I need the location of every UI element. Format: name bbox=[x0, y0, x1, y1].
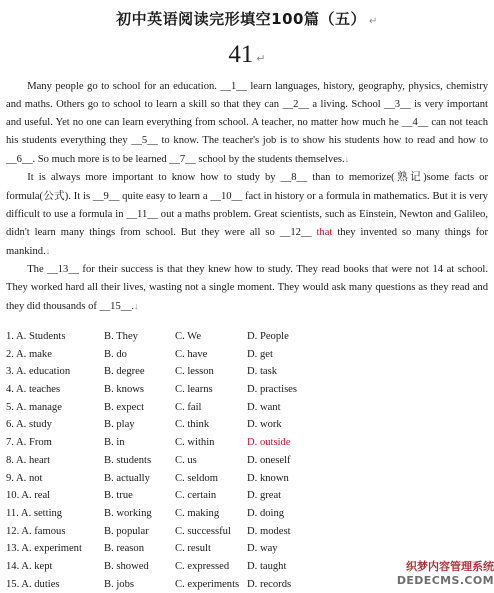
blank-14: 14 bbox=[432, 263, 444, 275]
blank-5: __5__ bbox=[131, 135, 158, 147]
option-b: B. reason bbox=[104, 543, 145, 555]
option-d: D. doing bbox=[247, 507, 285, 519]
option-row bbox=[6, 346, 488, 364]
option-d: D. modest bbox=[247, 525, 291, 537]
option-c: C. have bbox=[175, 348, 208, 360]
option-row bbox=[6, 452, 488, 470]
option-c: C. certain bbox=[175, 490, 217, 502]
option-d: D. great bbox=[247, 490, 282, 502]
option-row bbox=[6, 381, 488, 399]
option-b: B. They bbox=[104, 331, 138, 342]
option-stem-a: 15. A. duties bbox=[6, 578, 60, 590]
option-row bbox=[6, 416, 488, 434]
option-d: D. practises bbox=[247, 384, 298, 396]
option-stem-a: 9. A. not bbox=[6, 472, 43, 484]
option-c: C. result bbox=[175, 543, 211, 555]
option-row bbox=[6, 470, 488, 488]
option-c: C. fail bbox=[175, 401, 202, 413]
pilcrow-icon: ↵ bbox=[256, 53, 266, 65]
option-b: B. popular bbox=[104, 525, 149, 537]
option-d: D. work bbox=[247, 419, 282, 431]
blank-15: __15__ bbox=[99, 301, 132, 313]
option-row bbox=[6, 540, 488, 558]
option-c: C. us bbox=[175, 454, 197, 466]
option-stem-a: 1. A. Students bbox=[6, 331, 66, 342]
pilcrow-icon: ↵ bbox=[368, 16, 378, 27]
option-d: D. way bbox=[247, 543, 278, 555]
option-c: C. experiments bbox=[175, 578, 240, 590]
blank-12: __12__ bbox=[279, 226, 312, 238]
option-stem-a: 3. A. education bbox=[6, 366, 71, 378]
option-d: D. get bbox=[247, 348, 273, 360]
paragraph-2: It is always more important to know how to study by __8__ than to memorize(熟记)some facts or formula(公式). It is __9__ quite easy to learn a __10__ fact in history or a formula in mathematics. But it is very difficult to use a formula in __11__ out a maths problem. Great scientists, such as Einstein, Newton and Galileo, didn't learn many things from school. But they were all so __12__ that they invented so many things for mankind.↓ bbox=[6, 172, 488, 257]
option-b: B. working bbox=[104, 507, 152, 519]
option-row bbox=[6, 487, 488, 505]
option-stem-a: 12. A. famous bbox=[6, 525, 66, 537]
watermark-en: DEDECMS.COM bbox=[396, 574, 494, 587]
option-stem-a: 11. A. setting bbox=[6, 507, 63, 519]
option-c: C. We bbox=[175, 331, 202, 342]
option-b: B. expect bbox=[104, 401, 145, 413]
blank-7: __7__ bbox=[169, 154, 196, 166]
options-list bbox=[6, 328, 488, 593]
option-c: C. seldom bbox=[175, 472, 218, 484]
paragraph-3: The __13__ for their success is that they knew how to study. They read books that were not 14 at school. They worked hard all their lives, wasting not a single moment. They would ask many questions as they read and they did thousands of __15__.↓ bbox=[6, 263, 489, 313]
paragraph-mark-icon: ↓ bbox=[134, 301, 139, 312]
blank-6: __6__ bbox=[6, 154, 33, 166]
option-row bbox=[6, 363, 488, 381]
option-row bbox=[6, 328, 488, 346]
option-b: B. students bbox=[104, 454, 152, 466]
watermark-cn: 织梦内容管理系统 bbox=[406, 560, 494, 573]
option-c: C. within bbox=[175, 437, 215, 449]
option-c: C. making bbox=[175, 507, 220, 519]
option-b: B. degree bbox=[104, 366, 145, 378]
option-c: C. successful bbox=[175, 525, 231, 537]
option-b: B. true bbox=[104, 490, 133, 502]
option-d: D. want bbox=[247, 401, 281, 413]
option-b: B. in bbox=[104, 437, 125, 449]
option-c: C. think bbox=[175, 419, 210, 431]
paragraph-mark-icon: ↓ bbox=[344, 154, 350, 165]
option-b: B. play bbox=[104, 419, 135, 431]
option-b: B. do bbox=[104, 348, 127, 360]
option-stem-a: 14. A. kept bbox=[6, 560, 53, 572]
blank-8: __8__ bbox=[280, 172, 308, 184]
option-b: B. knows bbox=[104, 384, 145, 396]
blank-4: __4__ bbox=[401, 117, 429, 129]
option-b: B. actually bbox=[104, 472, 150, 484]
blank-11: __11__ bbox=[126, 208, 158, 220]
option-d: D. known bbox=[247, 472, 289, 484]
blank-10: __10__ bbox=[210, 190, 243, 202]
option-d: D. People bbox=[247, 331, 289, 342]
option-d: D. task bbox=[247, 366, 278, 378]
option-stem-a: 4. A. teaches bbox=[6, 384, 61, 396]
blank-3: __3__ bbox=[384, 99, 411, 111]
document-title: 初中英语阅读完形填空100篇（五） ↵ bbox=[116, 10, 378, 28]
option-d: D. outside bbox=[247, 437, 291, 449]
option-stem-a: 10. A. real bbox=[6, 490, 51, 502]
blank-2: __2__ bbox=[282, 99, 309, 111]
option-d: D. oneself bbox=[247, 454, 291, 466]
option-b: B. jobs bbox=[104, 578, 135, 590]
option-stem-a: 2. A. make bbox=[6, 348, 52, 360]
paragraph-1: Many people go to school for an education. __1__ learn languages, history, geography, physics, chemistry and maths. Others go to school to learn a skill so that they can __2__ a living. School __3__ is very important and useful. Yet no one can learn everything from school. A teacher, no matter how much he __4__ can not teach his students everything they __5__ to know. The teacher's job is to show his students how to read and how to __6__. So much more is to be learned __7__ school by the students themselves.↓ bbox=[6, 81, 489, 166]
passage-text bbox=[6, 78, 488, 316]
option-c: C. lesson bbox=[175, 366, 214, 378]
option-stem-a: 5. A. manage bbox=[6, 401, 62, 413]
option-d: D. taught bbox=[247, 560, 287, 572]
option-stem-a: 8. A. heart bbox=[6, 454, 51, 466]
blank-13: __13__ bbox=[47, 263, 79, 275]
option-c: C. learns bbox=[175, 384, 213, 396]
option-b: B. showed bbox=[104, 560, 149, 572]
option-stem-a: 7. A. From bbox=[6, 437, 52, 449]
option-d: D. records bbox=[247, 578, 292, 590]
option-row bbox=[6, 523, 488, 541]
option-stem-a: 6. A. study bbox=[6, 419, 52, 431]
blank-9: __9__ bbox=[92, 190, 120, 202]
paragraph-mark-icon: ↓ bbox=[45, 245, 51, 256]
option-row bbox=[6, 434, 488, 452]
passage-number: 41 ↵ bbox=[228, 41, 266, 68]
highlighted-text: that bbox=[311, 226, 333, 238]
option-row bbox=[6, 505, 488, 523]
option-c: C. expressed bbox=[175, 560, 230, 572]
option-stem-a: 13. A. experiment bbox=[6, 543, 82, 555]
blank-1: __1__ bbox=[220, 81, 247, 92]
option-row bbox=[6, 399, 488, 417]
